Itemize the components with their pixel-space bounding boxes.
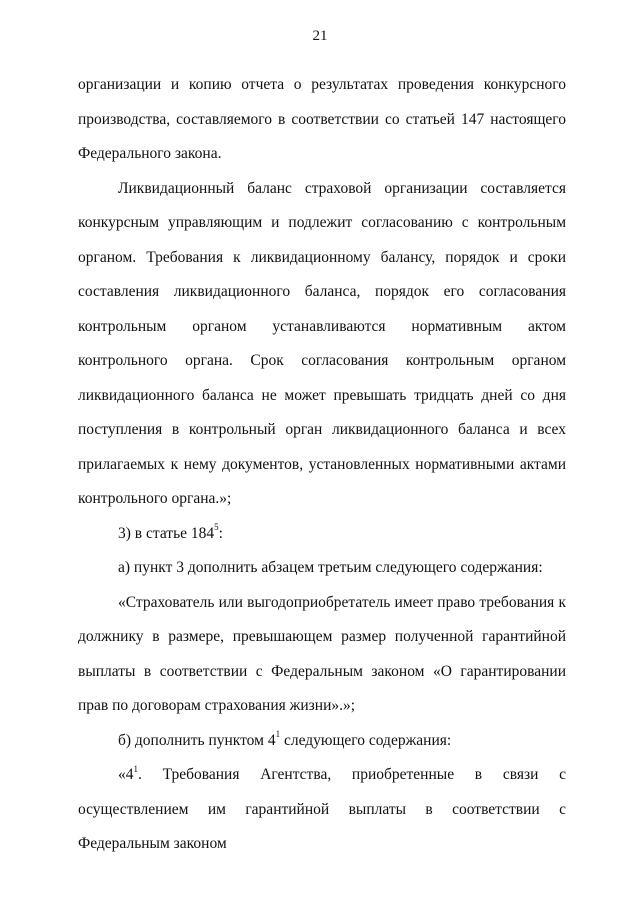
paragraph-3-superscript: 5	[214, 522, 219, 533]
paragraph-6	[78, 724, 566, 759]
paragraph-4: а) пункт 3 дополнить абзацем третьим следующего содержания:	[118, 559, 543, 576]
paragraph-6-suffix: следующего содержания:	[280, 731, 452, 749]
paragraph-1: организации и копию отчета о результатах проведения конкурсного производства, составляемого в соответствии со статьей 147 настоящего Федерального закона.	[78, 76, 566, 162]
paragraph-3-suffix: :	[218, 524, 223, 542]
paragraph-7	[78, 758, 566, 862]
paragraph-7-superscript: 1	[133, 763, 138, 774]
paragraph-7-text: «4	[118, 766, 134, 783]
paragraph-6-superscript: 1	[275, 729, 281, 740]
page-number: 21	[312, 28, 328, 44]
document-body	[78, 68, 566, 862]
paragraph-3-text: 3) в статье 184	[118, 524, 215, 542]
paragraph-2: Ликвидационный баланс страховой организации составляется конкурсным управляющим и подлежит согласованию с контрольным органом. Требования к ликвидационному балансу, порядок и сроки составления ликвидационного баланса, порядок его согласования контрольным органом устанавливаются нормативным актом контрольного органа. Срок согласования контрольным органом ликвидационного баланса не может превышать тридцать дней со дня поступления в контрольный орган ликвидационного баланса и всех прилагаемых к нему документов, установленных нормативными актами контрольного органа.»;	[78, 179, 566, 507]
paragraph-6-text: б) дополнить пунктом 4	[118, 731, 276, 749]
paragraph-3	[78, 517, 566, 552]
paragraph-5: «Страхователь или выгодоприобретатель имеет право требования к должнику в размере, превышающем размер полученной гарантийной выплаты в соответствии с Федеральным законом «О гарантировании прав по договорам страхования жизни».»;	[78, 593, 566, 714]
paragraph-7-suffix: . Требования Агентства, приобретенные в связи с осуществлением им гарантийной выплаты в соответствии с Федеральным законом	[78, 766, 566, 852]
